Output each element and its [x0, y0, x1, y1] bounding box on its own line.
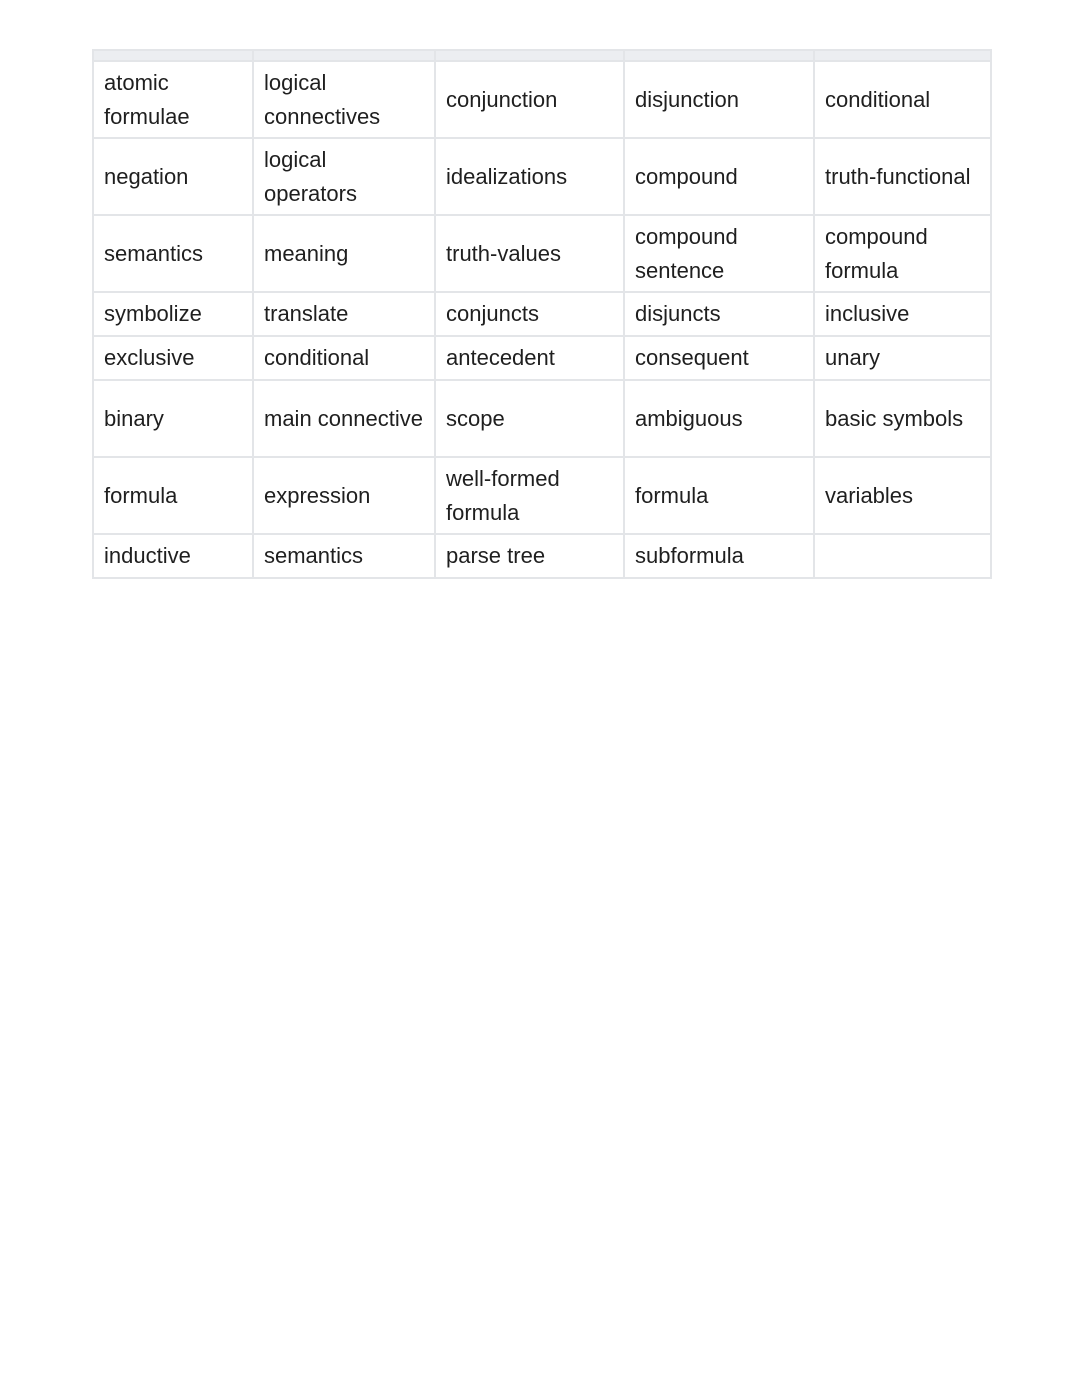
table-cell: expression	[253, 457, 435, 534]
table-cell: disjunction	[624, 61, 814, 138]
table-row	[93, 215, 991, 292]
table-cell: exclusive	[93, 336, 253, 380]
table-row	[93, 457, 991, 534]
table-cell: conjunction	[435, 61, 624, 138]
table-cell: conjuncts	[435, 292, 624, 336]
header-cell	[93, 50, 253, 61]
table-cell: atomic formulae	[93, 61, 253, 138]
header-cell	[814, 50, 991, 61]
table-cell: truth-functional	[814, 138, 991, 215]
table-cell: symbolize	[93, 292, 253, 336]
table-cell: idealizations	[435, 138, 624, 215]
table-cell: unary	[814, 336, 991, 380]
table-row	[93, 380, 991, 457]
table-cell: logical connectives	[253, 61, 435, 138]
table-row	[93, 534, 991, 578]
table-cell: formula	[624, 457, 814, 534]
table-cell: parse tree	[435, 534, 624, 578]
table-cell: disjuncts	[624, 292, 814, 336]
table-cell: compound formula	[814, 215, 991, 292]
table-cell: inductive	[93, 534, 253, 578]
table-cell: variables	[814, 457, 991, 534]
table-cell	[814, 534, 991, 578]
table-cell: antecedent	[435, 336, 624, 380]
table-cell: logical operators	[253, 138, 435, 215]
table-cell: binary	[93, 380, 253, 457]
table-cell: semantics	[253, 534, 435, 578]
table-cell: negation	[93, 138, 253, 215]
table-cell: formula	[93, 457, 253, 534]
table-cell: scope	[435, 380, 624, 457]
table-cell: consequent	[624, 336, 814, 380]
table-cell: conditional	[253, 336, 435, 380]
table-cell: truth-values	[435, 215, 624, 292]
glossary-table	[92, 49, 992, 579]
table-row	[93, 336, 991, 380]
table-row	[93, 138, 991, 215]
header-cell	[624, 50, 814, 61]
table-cell: basic symbols	[814, 380, 991, 457]
table-cell: compound	[624, 138, 814, 215]
table-cell: well-formed formula	[435, 457, 624, 534]
header-cell	[435, 50, 624, 61]
table-row	[93, 292, 991, 336]
table-cell: subformula	[624, 534, 814, 578]
table-cell: translate	[253, 292, 435, 336]
table-cell: inclusive	[814, 292, 991, 336]
table-cell: meaning	[253, 215, 435, 292]
table-cell: ambiguous	[624, 380, 814, 457]
table-row	[93, 61, 991, 138]
table-cell: compound sentence	[624, 215, 814, 292]
table-cell: conditional	[814, 61, 991, 138]
table-cell: semantics	[93, 215, 253, 292]
table-cell: main connective	[253, 380, 435, 457]
header-cell	[253, 50, 435, 61]
header-row	[93, 50, 991, 61]
